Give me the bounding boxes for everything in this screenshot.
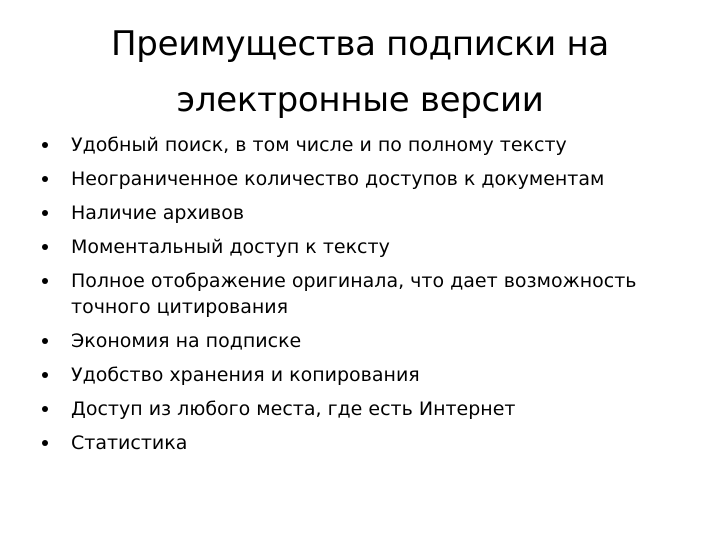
list-item [40, 430, 690, 456]
list-item [40, 268, 690, 320]
list-item [40, 362, 690, 388]
bullet-text: Удобство хранения и копирования [71, 364, 420, 386]
bullet-icon [42, 176, 48, 182]
slide-title: Преимущества подписки на электронные версии [111, 24, 609, 120]
bullet-icon [42, 210, 48, 216]
bullet-text: Моментальный доступ к тексту [71, 236, 390, 258]
list-item [40, 132, 690, 158]
bullet-text: Статистика [71, 432, 188, 454]
bullet-text: Наличие архивов [71, 202, 245, 224]
bullet-text: Полное отображение оригинала, что дает возможность точного цитирования [71, 270, 637, 318]
bullet-text: Удобный поиск, в том числе и по полному тексту [71, 134, 567, 156]
bullet-icon [42, 244, 48, 250]
list-item [40, 234, 690, 260]
bullet-icon [42, 278, 48, 284]
bullet-text: Экономия на подписке [71, 330, 302, 352]
bullet-icon [42, 338, 48, 344]
bullet-icon [42, 440, 48, 446]
list-item [40, 328, 690, 354]
bullet-icon [42, 142, 48, 148]
bullet-icon [42, 372, 48, 378]
bullet-text: Доступ из любого места, где есть Интернет [71, 398, 516, 420]
bullet-icon [42, 406, 48, 412]
list-item [40, 166, 690, 192]
list-item [40, 200, 690, 226]
bullet-text: Неограниченное количество доступов к документам [71, 168, 605, 190]
list-item [40, 396, 690, 422]
bullet-list [40, 132, 690, 464]
